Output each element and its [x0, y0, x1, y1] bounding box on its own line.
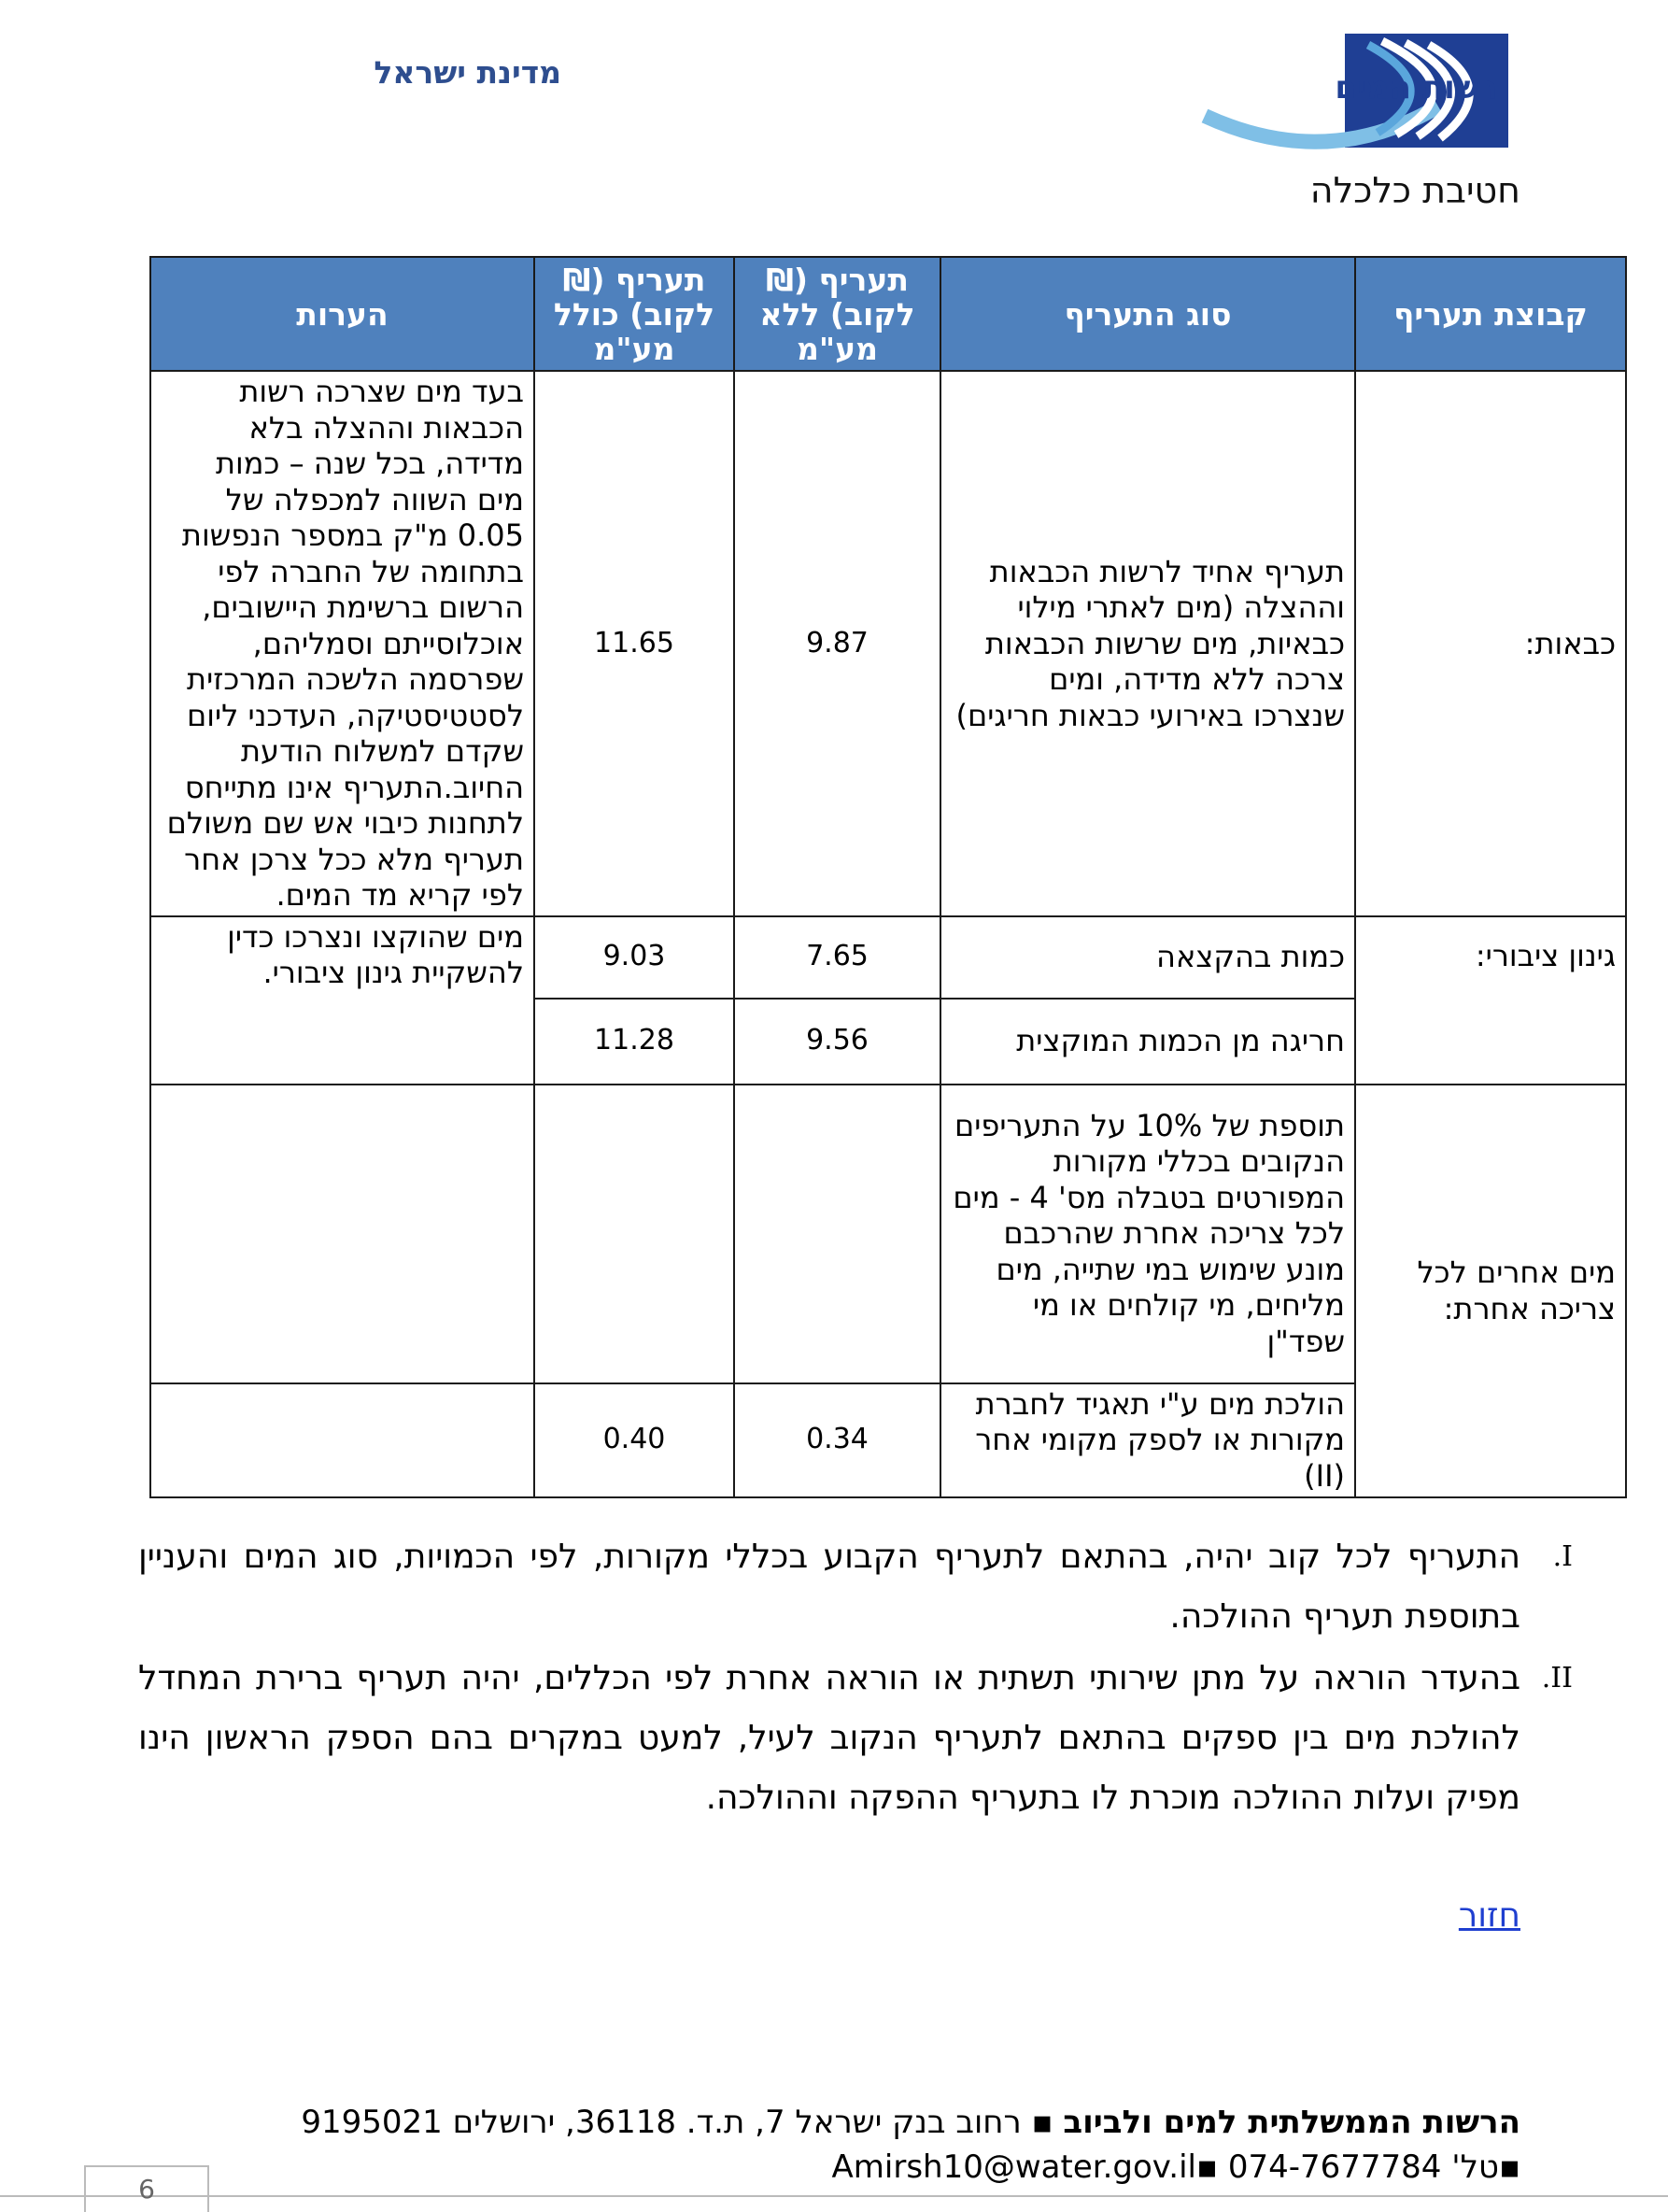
- state-name: מדינת ישראל: [374, 54, 561, 91]
- note-item: [138, 1527, 1573, 1647]
- footer-bullet: ▪: [1498, 2148, 1520, 2186]
- table-header-row: [150, 257, 1626, 371]
- cell-with-vat: [534, 1085, 734, 1383]
- cell-with-vat: 9.03: [534, 916, 734, 999]
- footer-bullet: ▪: [1195, 2148, 1219, 2186]
- cell-type: תעריף אחיד לרשות הכבאות וההצלה (מים לאתרי מילוי כבאיות, מים שרשות הכבאות צרכה ללא מדידה, ומים שנצרכו באירועי כבאות חריגים): [940, 371, 1355, 916]
- cell-type: הולכת מים ע"י תאגיד לחברת מקורות או לספק מקומי אחר (II): [940, 1383, 1355, 1497]
- logo-text: רשות המים: [1335, 69, 1498, 106]
- back-link[interactable]: חזור: [1458, 1896, 1520, 1935]
- note-text: התעריף לכל קוב יהיה, בהתאם לתעריף הקבוע בכללי מקורות, לפי הכמויות, סוג המים והעניין בתוספת תעריף ההולכה.: [138, 1538, 1520, 1636]
- cell-type: תוספת של 10% על התעריפים הנקובים בכללי מקורות המפורטים בטבלה מס' 4 - מים לכל צריכה אחרת שהרכבם מונע שימוש במי שתייה, מים מליחים, מי קולחים או מי שפד"ן: [940, 1085, 1355, 1383]
- footer-line-2: [832, 2148, 1520, 2186]
- cell-notes: מים שהוקצו ונצרכו כדין להשקיית גינון ציבורי.: [150, 916, 534, 1085]
- tariff-table: [149, 256, 1627, 1498]
- cell-type: כמות בהקצאה: [940, 916, 1355, 999]
- cell-no-vat: [734, 1085, 940, 1383]
- note-item: [138, 1649, 1573, 1828]
- header-notes: הערות: [150, 257, 534, 371]
- note-text: בהעדר הוראה על מתן שירותי תשתית או הוראה אחרת לפי הכללים, יהיה תעריף ברירת המחדל להולכת מים בין ספקים בהתאם לתעריף הנקוב לעיל, למעט במקרים בהם הספק הראשון הינו מפיק ועלות ההולכה מוכרת לו בתעריף ההפקה וההולכה.: [138, 1659, 1520, 1817]
- cell-with-vat: 11.28: [534, 999, 734, 1085]
- page-bottom-rule: [0, 2195, 1668, 2197]
- header-tariff-type: סוג התעריף: [940, 257, 1355, 371]
- footer-address: רחוב בנק ישראל 7, ת.ד. 36118, ירושלים 9195021: [301, 2104, 1022, 2141]
- cell-group: מים אחרים לכל צריכה אחרת:: [1355, 1085, 1626, 1497]
- cell-group: גינון ציבורי:: [1355, 916, 1626, 1085]
- footer-org: הרשות הממשלתית למים ולביוב: [1063, 2104, 1520, 2141]
- footer-email: Amirsh10@water.gov.il: [831, 2148, 1196, 2186]
- footer-line-1: [301, 2104, 1520, 2141]
- header-tariff-with-vat: תעריף (₪ לקוב) כולל מע"מ: [534, 257, 734, 371]
- cell-no-vat: 7.65: [734, 916, 940, 999]
- header-tariff-group: קבוצת תעריף: [1355, 257, 1626, 371]
- water-authority-logo: [1195, 32, 1513, 153]
- header-tariff-no-vat: תעריף (₪ לקוב) ללא מע"מ: [734, 257, 940, 371]
- cell-notes: [150, 1085, 534, 1383]
- cell-group: כבאות:: [1355, 371, 1626, 916]
- cell-no-vat: 9.87: [734, 371, 940, 916]
- table-row: [150, 916, 1626, 999]
- cell-type: חריגה מן הכמות המוקצית: [940, 999, 1355, 1085]
- footer-phone: טל' 074-7677784: [1227, 2148, 1499, 2186]
- note-marker: I.: [1552, 1540, 1573, 1573]
- footer-bullet: ▪: [1031, 2104, 1053, 2141]
- page-number: 6: [84, 2165, 209, 2212]
- cell-notes: [150, 1383, 534, 1497]
- cell-notes: בעד מים שצרכה רשות הכבאות וההצלה בלא מדידה, בכל שנה – כמות מים השווה למכפלה של 0.05 מ"ק במספר הנפשות בתחומה של החברה לפי הרשום ברשימת היישובים, אוכלוסייתם וסמליהם, שפרסמה הלשכה המרכזית לסטטיסטיקה, העדכני ליום שקדם למשלוח הודעת החיוב.התעריף אינו מתייחס לתחנות כיבוי אש שם משולם תעריף מלא ככל צרכן אחר לפי קריא מד המים.: [150, 371, 534, 916]
- cell-no-vat: 0.34: [734, 1383, 940, 1497]
- table-row: [150, 1085, 1626, 1383]
- note-marker: II.: [1541, 1662, 1573, 1694]
- table-row: [150, 371, 1626, 916]
- cell-with-vat: 0.40: [534, 1383, 734, 1497]
- division-title: חטיבת כלכלה: [1309, 170, 1520, 211]
- cell-no-vat: 9.56: [734, 999, 940, 1085]
- cell-with-vat: 11.65: [534, 371, 734, 916]
